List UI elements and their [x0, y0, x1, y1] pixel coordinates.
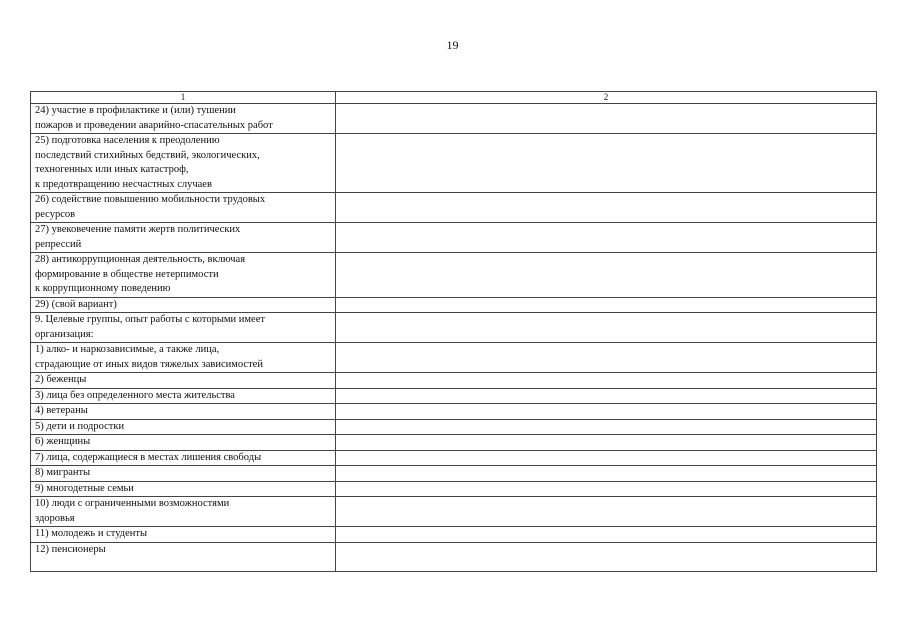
- row-value-cell[interactable]: [336, 253, 877, 298]
- table-row: [31, 450, 877, 466]
- row-value-cell[interactable]: [336, 450, 877, 466]
- row-value-cell[interactable]: [336, 435, 877, 451]
- row-label: 4) ветераны: [31, 404, 336, 420]
- row-label: 10) люди с ограниченными возможностями здоровья: [31, 497, 336, 527]
- row-label: 27) увековечение памяти жертв политических репрессий: [31, 223, 336, 253]
- table-row: [31, 313, 877, 343]
- row-value-cell[interactable]: [336, 388, 877, 404]
- row-value-cell[interactable]: [336, 104, 877, 134]
- row-value-cell[interactable]: [336, 297, 877, 313]
- row-label: 29) (свой вариант): [31, 297, 336, 313]
- table-row: [31, 497, 877, 527]
- row-label: 8) мигранты: [31, 466, 336, 482]
- table-row: [31, 253, 877, 298]
- row-label: 28) антикоррупционная деятельность, включая формирование в обществе нетерпимости к коррупционному поведению: [31, 253, 336, 298]
- row-value-cell[interactable]: [336, 481, 877, 497]
- column-header-2: 2: [336, 92, 877, 104]
- row-value-cell[interactable]: [336, 404, 877, 420]
- row-label: 6) женщины: [31, 435, 336, 451]
- row-value-cell[interactable]: [336, 466, 877, 482]
- table-row: [31, 435, 877, 451]
- form-table: [30, 91, 877, 572]
- table-header-row: [31, 92, 877, 104]
- table-row: [31, 388, 877, 404]
- row-label: 5) дети и подростки: [31, 419, 336, 435]
- row-label: 12) пенсионеры: [31, 542, 336, 571]
- row-label: 1) алко- и наркозависимые, а также лица, страдающие от иных видов тяжелых зависимостей: [31, 343, 336, 373]
- row-label: 3) лица без определенного места жительства: [31, 388, 336, 404]
- row-value-cell[interactable]: [336, 497, 877, 527]
- table-row: [31, 404, 877, 420]
- table-row: [31, 297, 877, 313]
- table-row: [31, 466, 877, 482]
- row-value-cell[interactable]: [336, 527, 877, 543]
- table-row: [31, 419, 877, 435]
- row-label: 25) подготовка населения к преодолению последствий стихийных бедствий, экологических, техногенных или иных катастроф, к предотвращению несчастных случаев: [31, 134, 336, 193]
- page-number: 19: [446, 38, 459, 52]
- row-label: 11) молодежь и студенты: [31, 527, 336, 543]
- table-row: [31, 481, 877, 497]
- row-value-cell[interactable]: [336, 373, 877, 389]
- row-value-cell[interactable]: [336, 343, 877, 373]
- row-label: 2) беженцы: [31, 373, 336, 389]
- table-row: [31, 193, 877, 223]
- row-label: 26) содействие повышению мобильности трудовых ресурсов: [31, 193, 336, 223]
- table-row: [31, 373, 877, 389]
- table-row: [31, 542, 877, 571]
- row-label: 9) многодетные семьи: [31, 481, 336, 497]
- column-header-1: 1: [31, 92, 336, 104]
- table-row: [31, 343, 877, 373]
- row-value-cell[interactable]: [336, 223, 877, 253]
- table-row: [31, 104, 877, 134]
- section-heading: 9. Целевые группы, опыт работы с которыми имеет организация:: [31, 313, 336, 343]
- table-row: [31, 223, 877, 253]
- row-value-cell[interactable]: [336, 134, 877, 193]
- table-row: [31, 134, 877, 193]
- row-value-cell[interactable]: [336, 542, 877, 571]
- row-label: 7) лица, содержащиеся в местах лишения свободы: [31, 450, 336, 466]
- row-value-cell[interactable]: [336, 193, 877, 223]
- table-row: [31, 527, 877, 543]
- row-value-cell[interactable]: [336, 419, 877, 435]
- row-value-cell[interactable]: [336, 313, 877, 343]
- row-label: 24) участие в профилактике и (или) тушении пожаров и проведении аварийно-спасательных работ: [31, 104, 336, 134]
